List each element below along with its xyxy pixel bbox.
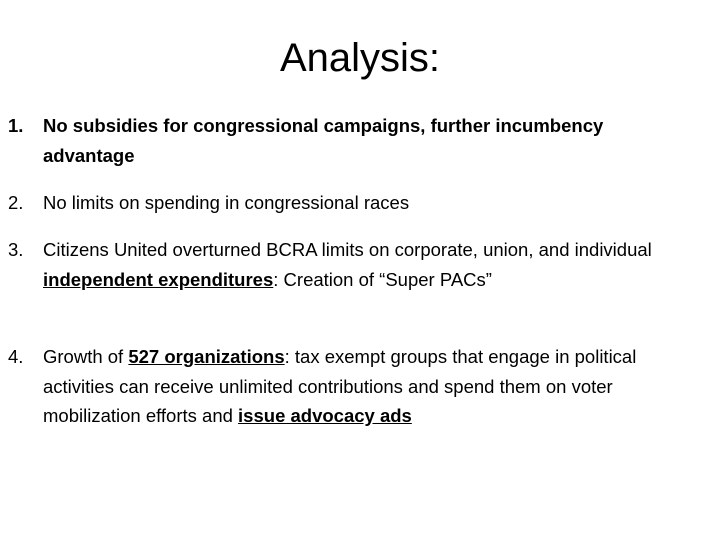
list-item-number: 4. — [8, 346, 24, 367]
list-item-text: No limits on spending in congressional races — [43, 192, 410, 213]
list-item-text — [43, 342, 653, 431]
list-item-number: 2. — [8, 192, 24, 213]
key-term-issue-advocacy-ads: issue advocacy ads — [238, 405, 412, 426]
list-item-text: No subsidies for congressional campaigns, further incumbency advantage — [43, 115, 604, 166]
list-item-number: 3. — [8, 239, 24, 260]
list-item-text-part: Citizens United overturned BCRA limits on corporate, union, and individual — [43, 239, 652, 260]
list-item-text-part: : tax exempt groups that engage in political activities can receive unlimited contributions and spend them on voter mobilization efforts and — [43, 346, 637, 426]
list-item-text-part: Growth of — [43, 346, 129, 367]
list-item-text — [43, 235, 653, 294]
key-term-independent-expenditures: independent expenditures — [43, 268, 274, 290]
key-term-527-organizations: 527 organizations — [128, 346, 285, 367]
slide-title: Analysis: — [279, 36, 441, 80]
list-item-number: 1. — [8, 115, 24, 136]
list-item-text-part: : Creation of “Super PACs” — [273, 268, 492, 290]
